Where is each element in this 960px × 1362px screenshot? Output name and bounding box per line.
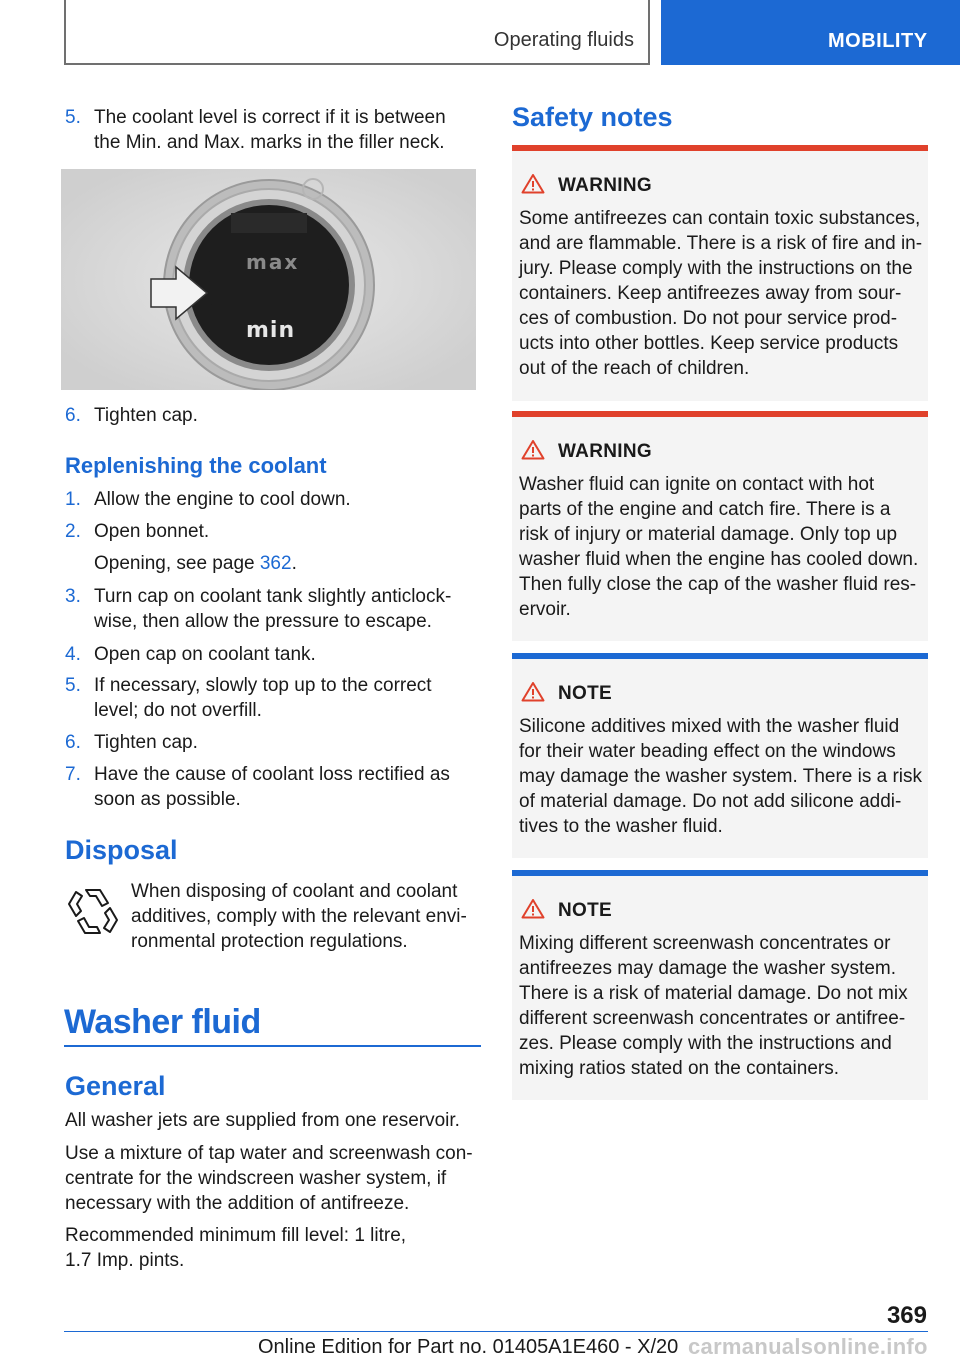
warning-line: ucts into other bottles. Keep service products: [519, 333, 899, 354]
step-number: 6.: [65, 732, 81, 753]
paragraph-line: necessary with the addition of antifreeze.: [65, 1193, 410, 1214]
warning-line: Some antifreezes can contain toxic substances,: [519, 208, 921, 229]
note-bar: [512, 653, 928, 659]
step-text-line: Have the cause of coolant loss rectified as: [94, 764, 450, 785]
step-text-line: soon as possible.: [94, 789, 241, 810]
step-text-line: Open bonnet.: [94, 521, 210, 542]
warning-box: [512, 411, 928, 641]
cross-reference-text: Opening, see page: [94, 553, 260, 574]
general-heading: General: [65, 1071, 166, 1101]
note-line: tives to the washer fluid.: [519, 816, 723, 837]
note-bar: [512, 870, 928, 876]
warning-triangle-icon: [521, 439, 545, 460]
note-line: for their water beading effect on the windows: [519, 741, 896, 762]
note-text: [519, 714, 924, 839]
chapter-tab[interactable]: [661, 0, 960, 65]
warning-line: parts of the engine and catch fire. There is a: [519, 499, 891, 520]
footer-edition: Online Edition for Part no. 01405A1E460 - X/20: [258, 1336, 679, 1358]
step-text-line: Tighten cap.: [94, 405, 198, 426]
warning-bar: [512, 145, 928, 151]
section-title: Operating fluids: [493, 29, 634, 51]
note-title: NOTE: [558, 900, 612, 921]
cross-reference-suffix: .: [291, 553, 297, 574]
warning-line: risk of injury or material damage. Only top up: [519, 524, 898, 545]
warning-triangle-icon: [521, 898, 545, 919]
note-line: may damage the washer system. There is a risk: [519, 766, 923, 787]
warning-bar: [512, 411, 928, 417]
warning-line: Then fully close the cap of the washer fluid res-: [519, 574, 917, 595]
recycling-icon: [66, 884, 120, 936]
heading-rule: [64, 1045, 481, 1047]
warning-line: washer fluid when the engine has cooled down.: [519, 549, 919, 570]
step-text-line: wise, then allow the pressure to escape.: [94, 611, 432, 632]
note-box: [512, 653, 928, 858]
paragraph-line: 1.7 Imp. pints.: [65, 1250, 185, 1271]
header-frame: [64, 0, 650, 65]
step-number: 6.: [65, 405, 81, 426]
step-number: 4.: [65, 644, 81, 665]
warning-triangle-icon: [521, 681, 545, 702]
step-number: 3.: [65, 586, 81, 607]
warning-line: Washer fluid can ignite on contact with hot: [519, 474, 875, 495]
disposal-text: [131, 879, 476, 954]
step-text-line: Open cap on coolant tank.: [94, 644, 316, 665]
step-number: 7.: [65, 764, 81, 785]
step-text-line: the Min. and Max. marks in the filler neck.: [94, 132, 445, 153]
replenishing-heading: Replenishing the coolant: [65, 453, 327, 478]
warning-text: [519, 206, 924, 381]
warning-line: containers. Keep antifreezes away from sour-: [519, 283, 902, 304]
step-text-line: Tighten cap.: [94, 732, 198, 753]
safety-notes-heading: Safety notes: [512, 102, 673, 132]
note-title: NOTE: [558, 683, 612, 704]
paragraph-line: Recommended minimum fill level: 1 litre,: [65, 1225, 407, 1246]
page-link[interactable]: 362: [259, 553, 292, 574]
disposal-heading: Disposal: [65, 835, 178, 865]
step-number: 5.: [65, 675, 81, 696]
note-line: of material damage. Do not add silicone addi-: [519, 791, 902, 812]
note-line: There is a risk of material damage. Do not mix: [519, 983, 908, 1004]
step-text-line: Allow the engine to cool down.: [94, 489, 351, 510]
note-text: [519, 931, 924, 1081]
step-text-line: The coolant level is correct if it is between: [94, 107, 446, 128]
warning-box: [512, 145, 928, 401]
note-line: Silicone additives mixed with the washer fluid: [519, 716, 900, 737]
note-line: antifreezes may damage the washer system.: [519, 958, 897, 979]
watermark: carmanualsonline.info: [688, 1334, 928, 1359]
warning-line: ces of combustion. Do not pour service prod-: [519, 308, 898, 329]
note-line: Mixing different screenwash concentrates or: [519, 933, 891, 954]
general-paragraph: All washer jets are supplied from one reservoir.: [65, 1110, 460, 1131]
cross-reference: [94, 551, 479, 576]
note-line: zes. Please comply with the instructions and: [519, 1033, 892, 1054]
warning-title: WARNING: [558, 441, 652, 462]
warning-title: WARNING: [558, 175, 652, 196]
page-number: 369: [886, 1302, 927, 1329]
filler-neck-illustration: [61, 169, 476, 390]
step-text-line: If necessary, slowly top up to the correct: [94, 675, 432, 696]
warning-text: [519, 472, 924, 622]
washer-fluid-heading: Washer fluid: [64, 1003, 261, 1041]
min-mark: min: [246, 318, 296, 343]
step-text-line: Turn cap on coolant tank slightly anticlock-: [94, 586, 452, 607]
paragraph-line: centrate for the windscreen washer system, if: [65, 1168, 447, 1189]
warning-triangle-icon: [521, 173, 545, 194]
step-number: 5.: [65, 107, 81, 128]
warning-line: and are flammable. There is a risk of fire and in-: [519, 233, 923, 254]
warning-line: ervoir.: [519, 599, 571, 620]
note-line: different screenwash concentrates or antifree-: [519, 1008, 906, 1029]
step-number: 2.: [65, 521, 81, 542]
disposal-line: additives, comply with the relevant envi-: [131, 906, 467, 927]
step-text-line: level; do not overfill.: [94, 700, 262, 721]
coolant-filler-neck-image: [61, 169, 476, 390]
disposal-line: ronmental protection regulations.: [131, 931, 408, 952]
max-mark: max: [246, 250, 300, 274]
footer-rule: [64, 1331, 928, 1332]
chapter-tab-label: MOBILITY: [828, 30, 928, 52]
note-box: [512, 870, 928, 1100]
disposal-line: When disposing of coolant and coolant: [131, 881, 458, 902]
step-number: 1.: [65, 489, 81, 510]
general-paragraph: [65, 1223, 480, 1273]
warning-line: jury. Please comply with the instructions on the: [519, 258, 913, 279]
general-paragraph: [65, 1141, 480, 1216]
note-line: mixing ratios stated on the containers.: [519, 1058, 840, 1079]
warning-line: out of the reach of children.: [519, 358, 750, 379]
paragraph-line: Use a mixture of tap water and screenwash con-: [65, 1143, 473, 1164]
